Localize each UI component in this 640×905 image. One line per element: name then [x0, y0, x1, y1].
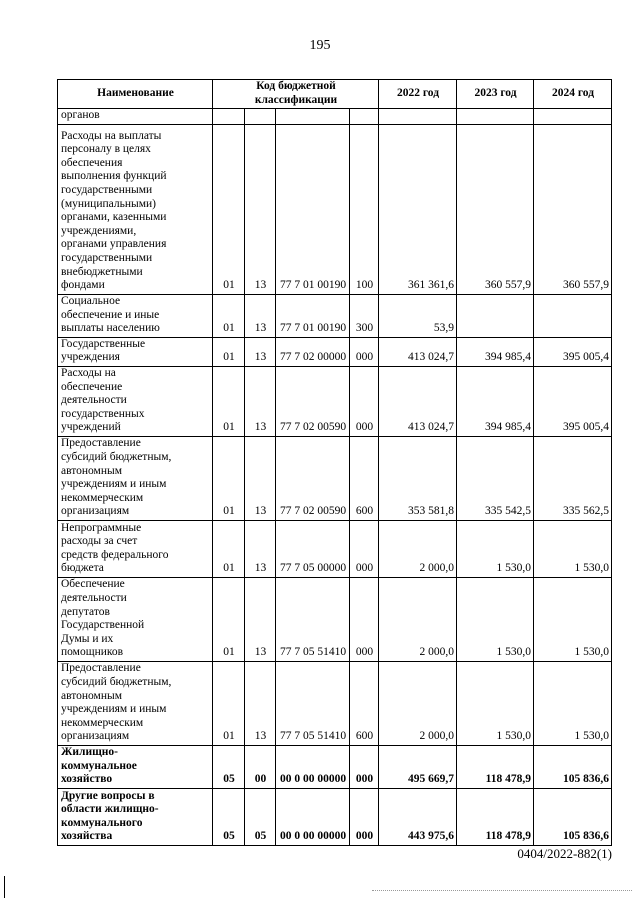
cell-section: 01 [213, 294, 245, 337]
cell-2024: 1 530,0 [534, 661, 612, 745]
cell-section [213, 109, 245, 125]
table-row [58, 436, 612, 520]
cell-name: Предоставление субсидий бюджетным, автономным учреждениям и иным некоммерческим организациям [58, 661, 213, 745]
table-row [58, 124, 612, 294]
cell-2022 [379, 109, 457, 125]
cell-expense-type: 000 [350, 745, 379, 788]
cell-2023: 360 557,9 [457, 124, 534, 294]
cell-2024: 360 557,9 [534, 124, 612, 294]
cell-name: Расходы на выплаты персоналу в целях обеспечения выполнения функций государственными (муниципальными) органами, казенными учреждениями, органами управления государственными внебюджетными фондами [58, 124, 213, 294]
cell-2024: 1 530,0 [534, 520, 612, 577]
cell-2023: 335 542,5 [457, 436, 534, 520]
cell-2022: 2 000,0 [379, 661, 457, 745]
cell-name: Жилищно- коммунальное хозяйство [58, 745, 213, 788]
cell-target-article: 77 7 05 51410 [276, 661, 350, 745]
cell-section: 01 [213, 577, 245, 661]
cell-2023: 394 985,4 [457, 366, 534, 436]
header-2023: 2023 год [457, 80, 534, 109]
document-code: 0404/2022-882(1) [517, 846, 612, 861]
cell-2024 [534, 294, 612, 337]
cell-subsection: 13 [245, 337, 276, 366]
cell-expense-type: 600 [350, 436, 379, 520]
cell-name: органов [58, 109, 213, 125]
table-row [58, 577, 612, 661]
cell-name: Обеспечение деятельности депутатов Государственной Думы и их помощников [58, 577, 213, 661]
page-number: 195 [309, 38, 331, 53]
cell-section: 05 [213, 788, 245, 845]
header-2024: 2024 год [534, 80, 612, 109]
table-row [58, 337, 612, 366]
cell-2023: 394 985,4 [457, 337, 534, 366]
cell-2023: 118 478,9 [457, 745, 534, 788]
cell-section: 01 [213, 337, 245, 366]
cell-expense-type: 300 [350, 294, 379, 337]
cell-2022: 2 000,0 [379, 520, 457, 577]
budget-table [57, 79, 612, 846]
table-row [58, 745, 612, 788]
cell-2024 [534, 109, 612, 125]
cell-expense-type [350, 109, 379, 125]
cell-2022: 443 975,6 [379, 788, 457, 845]
table-body [58, 109, 612, 846]
cell-section: 01 [213, 520, 245, 577]
cell-expense-type: 000 [350, 337, 379, 366]
cell-expense-type: 100 [350, 124, 379, 294]
cell-2024: 105 836,6 [534, 745, 612, 788]
cell-target-article: 00 0 00 00000 [276, 745, 350, 788]
cell-2022: 353 581,8 [379, 436, 457, 520]
table-row [58, 109, 612, 125]
cell-subsection: 05 [245, 788, 276, 845]
cell-2023 [457, 109, 534, 125]
cell-section: 01 [213, 124, 245, 294]
scan-edge-mark [4, 876, 5, 898]
cell-2024: 1 530,0 [534, 577, 612, 661]
table-row [58, 520, 612, 577]
cell-subsection: 13 [245, 124, 276, 294]
cell-name: Расходы на обеспечение деятельности государственных учреждений [58, 366, 213, 436]
cell-2023 [457, 294, 534, 337]
cell-2023: 1 530,0 [457, 520, 534, 577]
cell-subsection: 13 [245, 436, 276, 520]
cell-section: 01 [213, 661, 245, 745]
table-row [58, 366, 612, 436]
cell-section: 01 [213, 366, 245, 436]
cell-target-article: 77 7 01 00190 [276, 124, 350, 294]
cell-name: Государственные учреждения [58, 337, 213, 366]
cell-name: Другие вопросы в области жилищно- коммунального хозяйства [58, 788, 213, 845]
header-name: Наименование [58, 80, 213, 109]
cell-2022: 413 024,7 [379, 337, 457, 366]
cell-target-article: 77 7 02 00590 [276, 366, 350, 436]
cell-2024: 395 005,4 [534, 337, 612, 366]
cell-expense-type: 000 [350, 366, 379, 436]
cell-section: 01 [213, 436, 245, 520]
cell-2022: 2 000,0 [379, 577, 457, 661]
cell-target-article: 77 7 05 00000 [276, 520, 350, 577]
cell-expense-type: 600 [350, 661, 379, 745]
cell-target-article: 77 7 01 00190 [276, 294, 350, 337]
table-row [58, 294, 612, 337]
cell-subsection: 13 [245, 294, 276, 337]
cell-subsection: 00 [245, 745, 276, 788]
cell-target-article [276, 109, 350, 125]
header-2022: 2022 год [379, 80, 457, 109]
cell-target-article: 77 7 02 00000 [276, 337, 350, 366]
scan-noise [372, 890, 632, 897]
table-row [58, 788, 612, 845]
cell-expense-type: 000 [350, 788, 379, 845]
cell-2022: 53,9 [379, 294, 457, 337]
cell-name: Социальное обеспечение и иные выплаты населению [58, 294, 213, 337]
cell-2022: 361 361,6 [379, 124, 457, 294]
cell-target-article: 77 7 05 51410 [276, 577, 350, 661]
cell-subsection: 13 [245, 520, 276, 577]
cell-subsection: 13 [245, 577, 276, 661]
table-header-row [58, 80, 612, 109]
cell-2022: 413 024,7 [379, 366, 457, 436]
header-budget-code: Код бюджетной классификации [213, 80, 379, 109]
cell-name: Предоставление субсидий бюджетным, автономным учреждениям и иным некоммерческим организациям [58, 436, 213, 520]
cell-expense-type: 000 [350, 520, 379, 577]
cell-2024: 105 836,6 [534, 788, 612, 845]
cell-2023: 118 478,9 [457, 788, 534, 845]
cell-2023: 1 530,0 [457, 577, 534, 661]
cell-subsection: 13 [245, 366, 276, 436]
cell-2022: 495 669,7 [379, 745, 457, 788]
cell-2023: 1 530,0 [457, 661, 534, 745]
cell-target-article: 77 7 02 00590 [276, 436, 350, 520]
cell-2024: 335 562,5 [534, 436, 612, 520]
cell-name: Непрограммные расходы за счет средств федерального бюджета [58, 520, 213, 577]
cell-section: 05 [213, 745, 245, 788]
table-row [58, 661, 612, 745]
cell-expense-type: 000 [350, 577, 379, 661]
cell-subsection [245, 109, 276, 125]
cell-target-article: 00 0 00 00000 [276, 788, 350, 845]
cell-2024: 395 005,4 [534, 366, 612, 436]
cell-subsection: 13 [245, 661, 276, 745]
